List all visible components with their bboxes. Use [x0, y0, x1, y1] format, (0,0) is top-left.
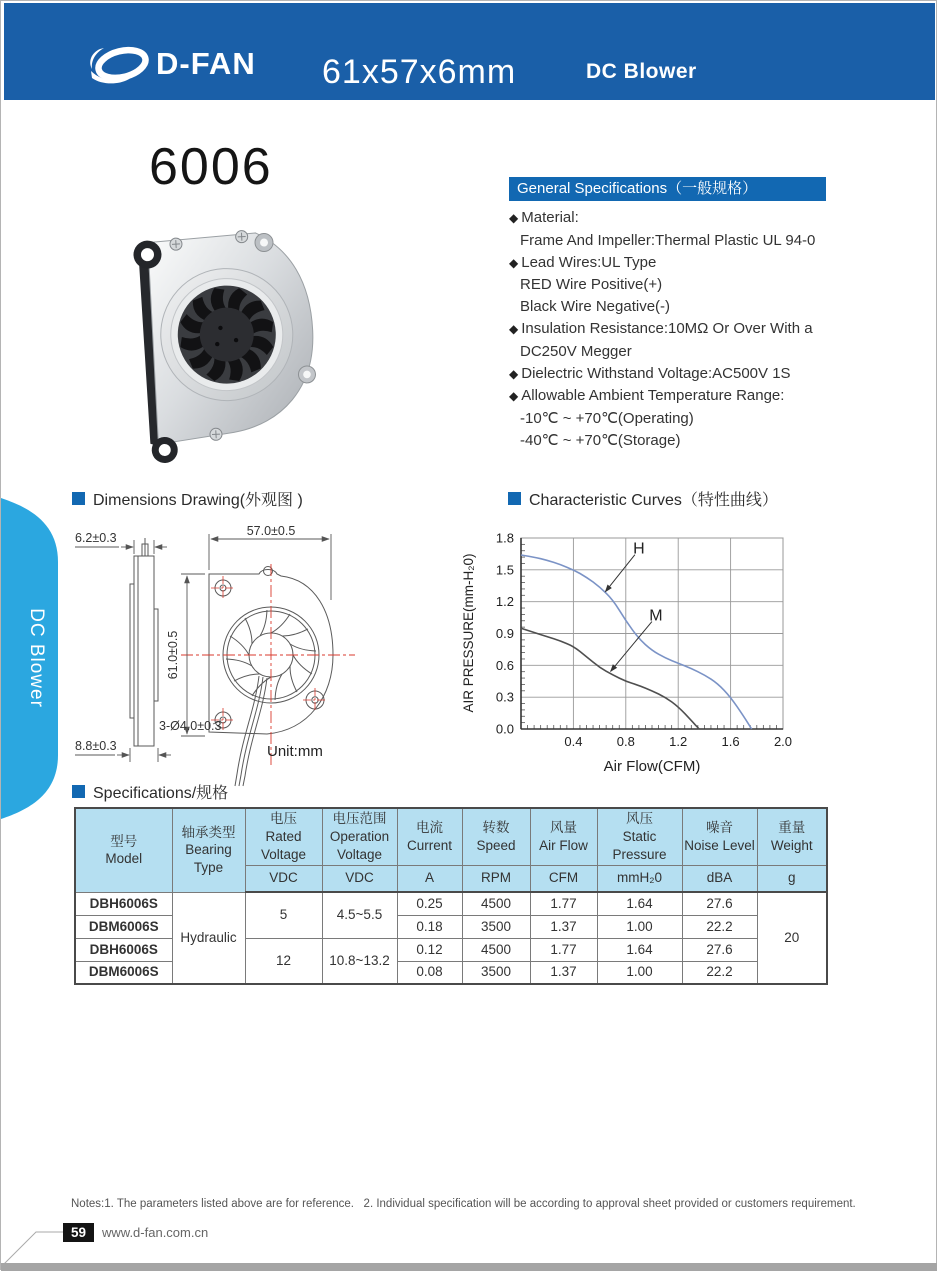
- product-photo: [119, 211, 319, 467]
- characteristic-curves-chart: [459, 528, 809, 778]
- spec-table: [74, 807, 828, 985]
- cell-airflow: 1.77: [530, 892, 597, 915]
- cell-airflow: 1.77: [530, 938, 597, 961]
- col-header-current: 电流 Current: [397, 808, 462, 865]
- spec-bullet-line: [509, 207, 849, 230]
- side-view: [130, 538, 158, 746]
- diamond-bullet-icon: ◆: [509, 322, 518, 336]
- model-number: 6006: [149, 137, 273, 197]
- cell-current: 0.18: [397, 915, 462, 938]
- notes-text: Notes:1. The parameters listed above are for reference. 2. Individual specification will be according to approval sheet provided or customers requirement.: [71, 1198, 921, 1210]
- unit-g: g: [757, 865, 827, 892]
- col-header-noise: 噪音 Noise Level: [682, 808, 757, 865]
- spec-continuation-line: [509, 274, 849, 296]
- cell-operation-voltage: 4.5~5.5: [322, 892, 397, 938]
- curve-label-M: M: [649, 608, 662, 625]
- cell-speed: 4500: [462, 892, 530, 915]
- cell-rated-voltage: 12: [245, 938, 322, 984]
- x-tick-label: 1.6: [722, 734, 740, 749]
- cell-noise: 27.6: [682, 892, 757, 915]
- spec-continuation-line: [509, 430, 849, 452]
- y-tick-label: 0.0: [496, 722, 514, 737]
- y-tick-label: 1.5: [496, 562, 514, 577]
- table-row: [75, 892, 827, 915]
- spec-line-text: Black Wire Negative(-): [520, 298, 670, 315]
- curve-H: [521, 555, 752, 729]
- y-tick-label: 0.6: [496, 658, 514, 673]
- logo-text: D-FAN: [156, 46, 256, 82]
- sidebar-tab-dc-blower[interactable]: [1, 498, 59, 820]
- cell-pressure: 1.64: [597, 938, 682, 961]
- dimensions-section-title: [72, 487, 303, 510]
- spec-line-text: Material:: [521, 209, 579, 226]
- hole-crosshairs: [211, 576, 327, 732]
- chart-grid: [521, 538, 783, 729]
- diamond-bullet-icon: ◆: [509, 211, 518, 225]
- cell-weight: 20: [757, 892, 827, 984]
- cell-current: 0.08: [397, 961, 462, 984]
- curves-section-title: [508, 487, 778, 510]
- specs-title-text: Specifications/规格: [93, 780, 228, 803]
- spec-continuation-line: [509, 408, 849, 430]
- col-header-speed: 转数 Speed: [462, 808, 530, 865]
- cell-speed: 3500: [462, 961, 530, 984]
- cell-speed: 3500: [462, 915, 530, 938]
- diamond-bullet-icon: ◆: [509, 389, 518, 403]
- dim-height-left: 61.0±0.5: [166, 631, 180, 680]
- y-axis-label: AIR PRESSURE(mm-H₂0): [461, 553, 476, 712]
- dimensions-drawing: [63, 524, 483, 824]
- cell-pressure: 1.00: [597, 961, 682, 984]
- cell-noise: 22.2: [682, 915, 757, 938]
- unit-dba: dBA: [682, 865, 757, 892]
- spec-line-text: Allowable Ambient Temperature Range:: [521, 387, 784, 404]
- x-axis-label: Air Flow(CFM): [604, 758, 701, 775]
- spec-continuation-line: [509, 296, 849, 318]
- dim-depth-bottom: 8.8±0.3: [75, 739, 117, 753]
- unit-vdc: VDC: [245, 865, 322, 892]
- cell-airflow: 1.37: [530, 915, 597, 938]
- diamond-bullet-icon: ◆: [509, 256, 518, 270]
- spec-continuation-line: [509, 341, 849, 363]
- cell-current: 0.25: [397, 892, 462, 915]
- dim-holes: 3-Ø4.0±0.3: [159, 719, 221, 733]
- unit-label: Unit:mm: [267, 743, 323, 760]
- spec-line-text: -40℃ ~ +70℃(Storage): [520, 432, 680, 449]
- spec-line-text: DC250V Megger: [520, 343, 632, 360]
- spec-bullet-line: [509, 363, 849, 386]
- section-square-icon: [72, 492, 85, 505]
- y-tick-label: 1.8: [496, 531, 514, 546]
- col-header-pressure: 风压 Static Pressure: [597, 808, 682, 865]
- y-tick-label: 0.3: [496, 690, 514, 705]
- unit-a: A: [397, 865, 462, 892]
- cell-speed: 4500: [462, 938, 530, 961]
- cell-noise: 27.6: [682, 938, 757, 961]
- col-header-operation-voltage: 电压范围 Operation Voltage: [322, 808, 397, 865]
- sidebar-tab-label: DC Blower: [26, 608, 47, 708]
- chart-tick-labels: [496, 531, 792, 750]
- dimensions-title-text: Dimensions Drawing(外观图 ): [93, 487, 303, 510]
- spec-bullet-line: [509, 252, 849, 275]
- product-type: DC Blower: [586, 60, 697, 84]
- website-text: www.d-fan.com.cn: [102, 1225, 208, 1240]
- centerlines: [181, 564, 355, 766]
- curve-M: [521, 628, 699, 729]
- cell-model: DBH6006S: [75, 892, 172, 915]
- spec-line-text: RED Wire Positive(+): [520, 276, 662, 293]
- cell-operation-voltage: 10.8~13.2: [322, 938, 397, 984]
- product-size: 61x57x6mm: [322, 53, 516, 92]
- y-tick-label: 1.2: [496, 594, 514, 609]
- chart-curves: [521, 555, 752, 729]
- general-specs-title: General Specifications（一般规格）: [509, 177, 826, 201]
- spec-line-text: Insulation Resistance:10MΩ Or Over With a: [521, 320, 812, 337]
- x-tick-label: 1.2: [669, 734, 687, 749]
- dim-width-top: 57.0±0.5: [247, 524, 296, 538]
- curves-title-text: Characteristic Curves（特性曲线）: [529, 487, 778, 510]
- dim-depth-top: 6.2±0.3: [75, 531, 117, 545]
- x-tick-label: 0.8: [617, 734, 635, 749]
- general-specs-list: [509, 207, 849, 452]
- x-tick-label: 0.4: [564, 734, 582, 749]
- spec-line-text: Dielectric Withstand Voltage:AC500V 1S: [521, 365, 790, 382]
- col-header-weight: 重量 Weight: [757, 808, 827, 865]
- diamond-bullet-icon: ◆: [509, 367, 518, 381]
- cell-pressure: 1.64: [597, 892, 682, 915]
- spec-line-text: -10℃ ~ +70℃(Operating): [520, 410, 694, 427]
- col-header-rated-voltage: 电压 Rated Voltage: [245, 808, 322, 865]
- col-header-bearing: 轴承类型 Bearing Type: [172, 808, 245, 892]
- spec-continuation-line: [509, 230, 849, 252]
- unit-vdc: VDC: [322, 865, 397, 892]
- cell-airflow: 1.37: [530, 961, 597, 984]
- col-header-airflow: 风量 Air Flow: [530, 808, 597, 865]
- section-square-icon: [508, 492, 521, 505]
- spec-bullet-line: [509, 318, 849, 341]
- spec-line-text: Lead Wires:UL Type: [521, 254, 656, 271]
- x-tick-label: 2.0: [774, 734, 792, 749]
- cell-model: DBM6006S: [75, 961, 172, 984]
- curve-label-H: H: [633, 541, 645, 558]
- cell-bearing: Hydraulic: [172, 892, 245, 984]
- spec-line-text: Frame And Impeller:Thermal Plastic UL 94-0: [520, 232, 815, 249]
- cell-model: DBH6006S: [75, 938, 172, 961]
- cell-noise: 22.2: [682, 961, 757, 984]
- cell-rated-voltage: 5: [245, 892, 322, 938]
- spec-table-wrap: [74, 807, 828, 985]
- cell-model: DBM6006S: [75, 915, 172, 938]
- y-tick-label: 0.9: [496, 626, 514, 641]
- header-bar: [4, 3, 935, 100]
- dfan-logo-icon: [86, 40, 152, 88]
- page-number-badge: 59: [63, 1223, 94, 1242]
- spec-bullet-line: [509, 385, 849, 408]
- unit-mmh2o: mmH₂0: [597, 865, 682, 892]
- cell-pressure: 1.00: [597, 915, 682, 938]
- unit-rpm: RPM: [462, 865, 530, 892]
- col-header-model: 型号 Model: [75, 808, 172, 892]
- blower-photo-group: [133, 227, 319, 464]
- cell-current: 0.12: [397, 938, 462, 961]
- unit-cfm: CFM: [530, 865, 597, 892]
